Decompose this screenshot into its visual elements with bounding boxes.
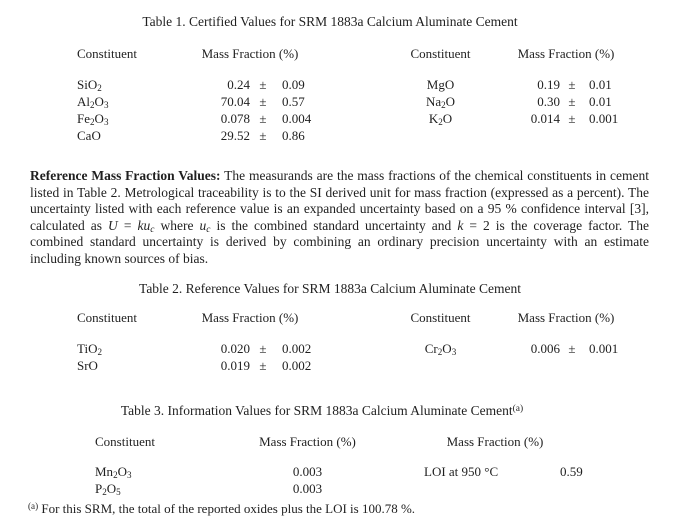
uncertainty-cell: 0.57	[282, 94, 305, 109]
table-row	[393, 110, 644, 127]
table-row	[393, 340, 644, 357]
math-var-u: u	[199, 217, 207, 233]
table-row	[393, 93, 644, 110]
table2-right-half	[393, 309, 644, 357]
value-cell: 29.52	[220, 128, 250, 143]
reference-values-paragraph	[30, 168, 649, 268]
footnote-text: For this SRM, the total of the reported oxides plus the LOI is 100.78 %.	[38, 501, 416, 516]
plus-minus-symbol: ±	[259, 111, 267, 126]
table-row	[95, 463, 610, 480]
column-header-constituent: Constituent	[410, 46, 471, 61]
value-cell: 0.020	[220, 341, 250, 356]
paragraph-text: is the combined standard uncertainty and	[210, 217, 458, 233]
column-header-constituent: Constituent	[95, 434, 155, 449]
plus-minus-symbol: ±	[568, 111, 576, 126]
math-subscript-c: c	[206, 224, 211, 235]
column-header-constituent: Constituent	[410, 310, 471, 325]
table2-left-half	[77, 309, 331, 374]
table1-right-header-row	[393, 45, 644, 76]
table2-left-header-row	[77, 309, 331, 340]
paragraph-text: The measurands are the mass fractions of the chemical constituents in cement listed in Table 2. Metrological traceability is to the SI derived unit for mass fraction (expressed as a percent). The uncertainty listed with each reference value is an expanded uncertainty based on a 95 % confidence interval [3], calculated as	[30, 168, 649, 233]
constituent-cell: $Cr_2O_3$	[424, 341, 457, 357]
table2-right-header-row	[393, 309, 644, 340]
value-cell: 0.003	[292, 464, 323, 479]
constituent-cell: SiO$_2$	[77, 77, 102, 93]
constituent-cell: $Mn_2O_3$	[95, 464, 132, 480]
value-cell: 70.04	[220, 94, 250, 109]
column-header-constituent: Constituent	[77, 46, 137, 61]
constituent-cell: $Al_2O_3$	[77, 94, 109, 110]
value-cell: 0.014	[530, 111, 560, 126]
uncertainty-cell: 0.002	[282, 341, 312, 356]
table-row	[77, 357, 331, 374]
constituent-cell: TiO$_2$	[77, 341, 103, 357]
table-row	[77, 340, 331, 357]
plus-minus-symbol: ±	[259, 358, 267, 373]
table1-left-half	[77, 45, 331, 144]
column-header-constituent: Constituent	[77, 310, 137, 325]
uncertainty-cell: 0.002	[282, 358, 312, 373]
paragraph-text: where	[154, 217, 200, 233]
uncertainty-cell: 0.001	[589, 111, 619, 126]
plus-minus-symbol: ±	[568, 94, 576, 109]
constituent-cell: $Fe_2O_3$	[77, 111, 109, 127]
loi-value-cell: 0.59	[560, 464, 583, 479]
uncertainty-cell: 0.86	[282, 128, 305, 143]
uncertainty-cell: 0.09	[282, 77, 305, 92]
paragraph-bold-label: Reference Mass Fraction Values:	[30, 168, 221, 183]
column-header-mass-fraction: Mass Fraction (%)	[446, 434, 544, 449]
value-cell: 0.24	[227, 77, 250, 92]
plus-minus-symbol: ±	[259, 94, 267, 109]
table1-left-header-row	[77, 45, 331, 76]
table3-title-text: Table 3. Information Values for SRM 1883a Calcium Aluminate Cement	[120, 403, 513, 418]
value-cell: 0.30	[537, 94, 560, 109]
constituent-cell: $K_2O$	[428, 111, 453, 127]
constituent-cell: $Na_2O$	[425, 94, 456, 110]
math-subscript-c: c	[150, 224, 155, 235]
table3	[95, 433, 610, 497]
table3-title	[0, 403, 644, 419]
value-cell: 0.019	[220, 358, 250, 373]
uncertainty-cell: 0.001	[589, 341, 619, 356]
constituent-cell: CaO	[77, 128, 101, 143]
table-row	[77, 127, 331, 144]
table2-title: Table 2. Reference Values for SRM 1883a Calcium Aluminate Cement	[139, 281, 521, 296]
uncertainty-cell: 0.01	[589, 77, 612, 92]
table1-right-half	[393, 45, 644, 127]
value-cell: 0.003	[292, 481, 323, 496]
constituent-cell: MgO	[426, 77, 455, 92]
plus-minus-symbol: ±	[259, 341, 267, 356]
value-cell: 0.006	[530, 341, 560, 356]
paragraph-text: =	[117, 217, 138, 233]
table3-title-footnote-marker: (a)	[512, 403, 524, 414]
footnote	[28, 501, 415, 517]
table-row	[95, 480, 610, 497]
plus-minus-symbol: ±	[568, 341, 576, 356]
value-cell: 0.19	[537, 77, 560, 92]
column-header-mass-fraction: Mass Fraction (%)	[201, 46, 299, 61]
plus-minus-symbol: ±	[259, 77, 267, 92]
plus-minus-symbol: ±	[568, 77, 576, 92]
column-header-mass-fraction: Mass Fraction (%)	[517, 310, 615, 325]
table-row	[77, 110, 331, 127]
math-var-U: U	[108, 217, 118, 233]
column-header-mass-fraction: Mass Fraction (%)	[259, 434, 356, 449]
table1-title: Table 1. Certified Values for SRM 1883a Calcium Aluminate Cement	[142, 14, 518, 29]
constituent-cell: $P_2O_5$	[95, 481, 121, 497]
value-cell: 0.078	[220, 111, 250, 126]
plus-minus-symbol: ±	[259, 128, 267, 143]
column-header-mass-fraction: Mass Fraction (%)	[517, 46, 615, 61]
table-row	[393, 76, 644, 93]
math-var-ku: ku	[137, 217, 151, 233]
uncertainty-cell: 0.004	[282, 111, 312, 126]
table-row	[77, 93, 331, 110]
uncertainty-cell: 0.01	[589, 94, 612, 109]
constituent-cell: SrO	[77, 358, 98, 373]
footnote-marker: (a)	[28, 500, 39, 511]
paragraph-text: = 2 is the coverage factor. The combined standard uncertainty is derived by combining an ordinary precision uncertainty with an estimate including known sources of bias.	[30, 217, 649, 266]
loi-label-cell: LOI at 950 °C	[424, 464, 499, 479]
column-header-mass-fraction: Mass Fraction (%)	[201, 310, 299, 325]
table-row	[77, 76, 331, 93]
table3-header-row	[95, 433, 610, 463]
math-var-k: k	[457, 217, 464, 233]
